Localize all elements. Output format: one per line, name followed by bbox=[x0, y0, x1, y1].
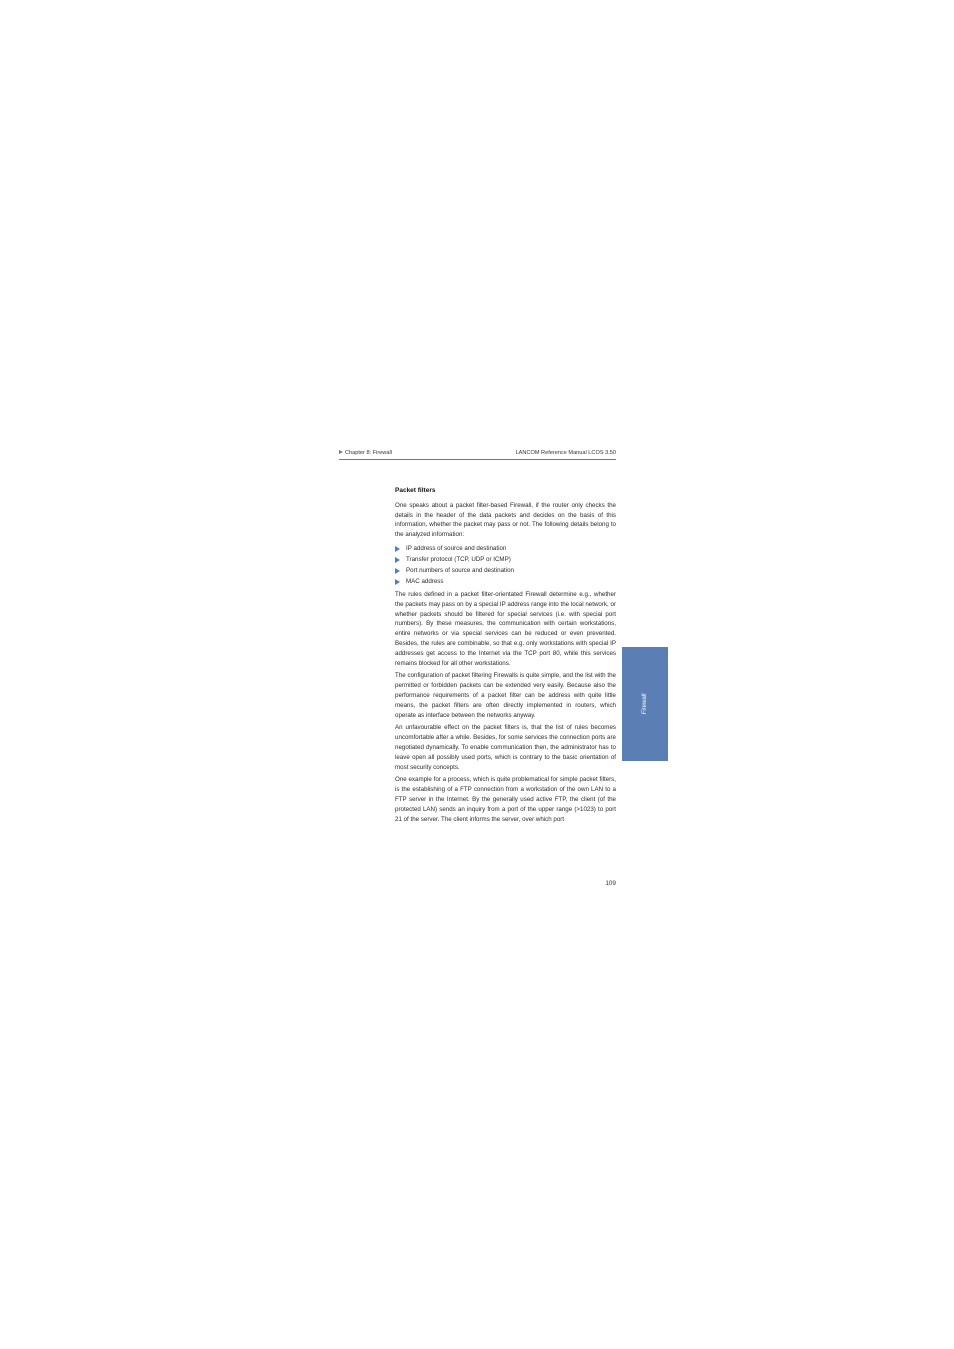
triangle-bullet-icon bbox=[395, 546, 400, 552]
triangle-bullet-icon bbox=[395, 579, 400, 585]
list-item-text: Port numbers of source and destination bbox=[406, 566, 515, 574]
chapter-label bbox=[339, 449, 392, 458]
body-paragraph: One example for a process, which is quite problematical for simple packet filters, is the establishing of a FTP connection from a workstation of the own LAN to a FTP server in the Internet. By the generally used active FTP, the client (of the protected LAN) sends an inquiry from a port of the upper range (>1023) to port 21 of the server. The client informs the server, over which port bbox=[395, 776, 616, 823]
triangle-bullet-icon bbox=[395, 557, 400, 563]
manual-title: LANCOM Reference Manual LCOS 3.50 bbox=[515, 450, 616, 456]
list-item-text: IP address of source and destination bbox=[406, 544, 507, 552]
intro-paragraph: One speaks about a packet filter-based Firewall, if the router only checks the details in the header of the data packets and decides on the basis of this information, whether the packet may pass or not. The following details belong to the analyzed information: bbox=[395, 501, 616, 539]
main-content bbox=[395, 486, 616, 827]
header-divider bbox=[339, 459, 616, 460]
triangle-bullet-icon bbox=[339, 450, 343, 454]
list-item bbox=[395, 565, 616, 576]
chapter-text: Chapter 8: Firewall bbox=[345, 450, 392, 456]
section-title: Packet filters bbox=[395, 487, 436, 494]
list-item bbox=[395, 554, 616, 565]
body-paragraph: An unfavourable effect on the packet filters is, that the list of rules becomes uncomfortable after a while. Besides, for some services the connection ports are negotiated dynamically. To enable communication then, the administrator has to leave open all possibly used ports, which is contrary to the basic orientation of most security concepts. bbox=[395, 724, 616, 771]
triangle-bullet-icon bbox=[395, 568, 400, 574]
side-tab-label: Firewall bbox=[642, 693, 648, 715]
page-number: 109 bbox=[605, 880, 616, 887]
bullet-list bbox=[395, 543, 616, 587]
list-item-text: MAC address bbox=[406, 577, 444, 585]
body-paragraph: The configuration of packet filtering Firewalls is quite simple, and the list with the permitted or forbidden packets can be extended very easily. Because also the performance requirements of a packet filter can be address with quite little means, the packet filters are often directly implemented in routers, which operate as interface between the networks anyway. bbox=[395, 672, 616, 719]
list-item-text: Transfer protocol (TCP, UDP or ICMP) bbox=[406, 555, 511, 563]
list-item bbox=[395, 576, 616, 587]
body-paragraph: The rules defined in a packet filter-orientated Firewall determine e.g., whether the packets may pass on by a special IP address range into the local network, or whether packets should be filtered for special services (i.e. with special port numbers). By these measures, the communication with certain workstations, entire networks or via special services can be reduced or even prevented. Besides, the rules are combinable, so that e.g. only workstations with special IP addresses get access to the Internet via the TCP port 80, while this services remains blocked for all other workstations. bbox=[395, 590, 616, 667]
list-item bbox=[395, 543, 616, 554]
chapter-side-tab bbox=[622, 647, 668, 761]
